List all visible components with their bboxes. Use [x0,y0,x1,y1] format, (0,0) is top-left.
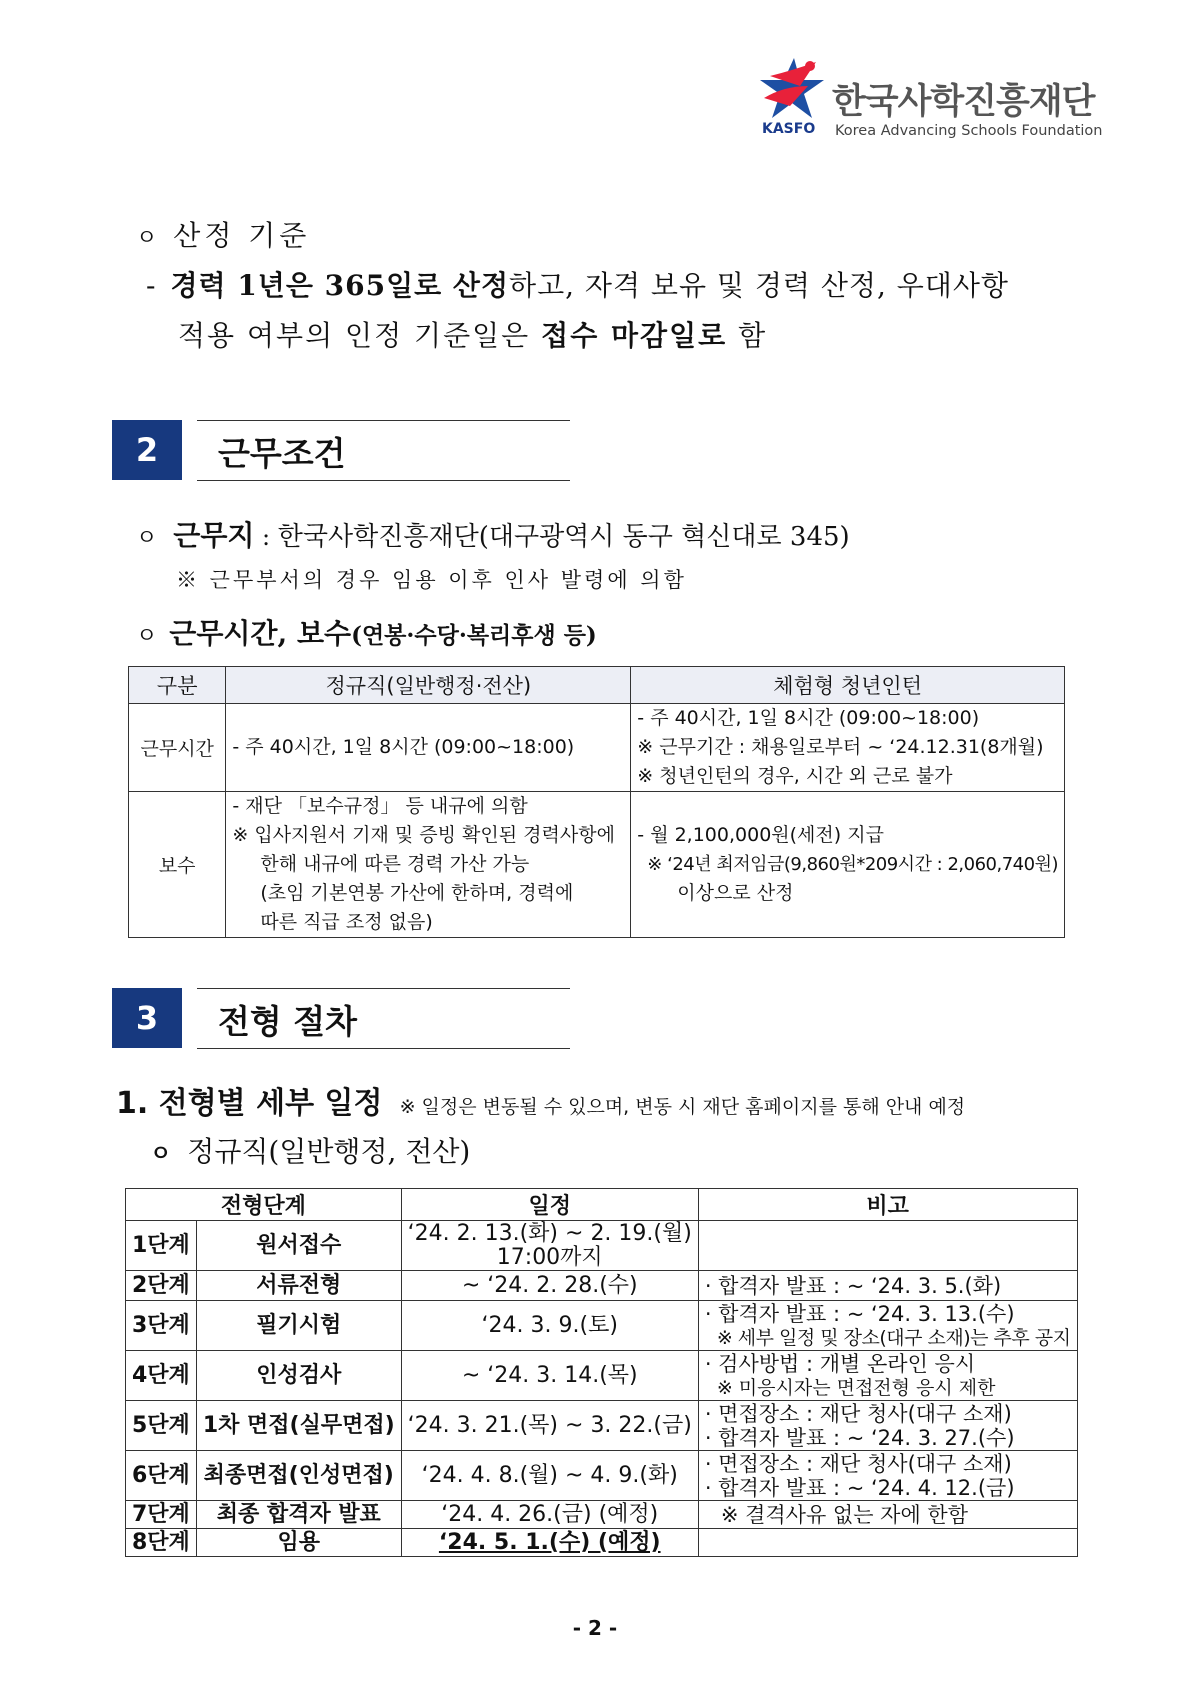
criteria-line2-end: 함 [727,319,768,352]
header-date: 일정 [401,1189,698,1221]
stage-note [698,1401,1077,1451]
stage-label: 7단계 [126,1501,197,1529]
pay-regular-line-5: 따른 직급 조정 없음) [260,911,433,933]
section-3-bottom-rule [197,1048,570,1049]
stage-label: 6단계 [126,1451,197,1501]
table-row-pay [129,792,1065,938]
note-line: · 합격자 발표 : ~ ‘24. 4. 12.(금) [704,1475,1015,1500]
bullet: ㅇ [136,526,158,551]
note-line: · 합격자 발표 : ~ ‘24. 3. 27.(수) [704,1425,1015,1450]
row-label-pay: 보수 [129,792,226,938]
stage-name: 최종면접(인성면접) [196,1451,401,1501]
stage-name: 인성검사 [196,1351,401,1401]
section-3-title: 전형 절차 [218,1002,358,1041]
stage-date [401,1221,698,1271]
criteria-deadline-bold: 접수 마감일로 [541,319,728,352]
stage-note [698,1221,1077,1271]
section-2-title: 근무조건 [218,434,346,473]
stage-label: 2단계 [126,1271,197,1301]
pay-regular-cell [226,792,631,938]
pay-regular-line-4: (초임 기본연봉 가산에 한하며, 경력에 [260,882,574,904]
workplace-note: ※ 근무부서의 경우 임용 이후 인사 발령에 의함 [176,568,687,592]
regular-position-label: 정규직(일반행정, 전산) [187,1135,471,1168]
table-header-row [129,667,1065,704]
hours-pay-line [136,612,597,652]
stage-name: 1차 면접(실무면접) [196,1401,401,1451]
hours-intern-line-2: ※ 근무기간 : 채용일로부터 ~ ‘24.12.31(8개월) [637,736,1044,758]
schedule-table [125,1188,1078,1557]
note-line: · 검사방법 : 개별 온라인 응시 [704,1351,976,1376]
header-regular: 정규직(일반행정·전산) [226,667,631,704]
note-line: ※ 미응시자는 면접전형 응시 제한 [716,1376,996,1399]
criteria-line2-text: 적용 여부의 인정 기준일은 [178,319,542,352]
logo-english-name: Korea Advancing Schools Foundation [835,123,1103,139]
schedule-row-5 [126,1401,1078,1451]
pay-intern-cell [631,792,1065,938]
stage-label: 4단계 [126,1351,197,1401]
work-conditions-table [128,666,1065,938]
page-number: - 2 - [572,1616,618,1640]
logo-abbreviation: KASFO [762,121,816,137]
criteria-line-2 [178,314,767,354]
section-2-bottom-rule [197,480,570,481]
pay-regular-line-3: 한해 내규에 따른 경력 가산 가능 [260,853,530,875]
section-3-number: 3 [112,988,182,1048]
header-note: 비고 [698,1189,1077,1221]
stage-label: 1단계 [126,1221,197,1271]
note-line: · 면접장소 : 재단 청사(대구 소재) [704,1401,1012,1426]
bullet: ㅇ [136,226,158,251]
section-2-number: 2 [112,420,182,480]
regular-position-heading [150,1130,470,1170]
stage-name: 최종 합격자 발표 [196,1501,401,1529]
header-intern: 체험형 청년인턴 [631,667,1065,704]
note-line: ※ 세부 일정 및 장소(대구 소재)는 추후 공지 [716,1326,1071,1349]
pay-regular-line-1: - 재단 「보수규정」 등 내규에 의함 [232,795,528,817]
stage-note [698,1529,1077,1557]
bullet: ㅇ [136,624,158,649]
schedule-title: 1. 전형별 세부 일정 [116,1086,383,1121]
stage-date: ‘24. 5. 1.(수) (예정) [401,1529,698,1557]
note-line: · 합격자 발표 : ~ ‘24. 3. 5.(화) [704,1273,1002,1298]
stage-name: 서류전형 [196,1271,401,1301]
schedule-row-1 [126,1221,1078,1271]
hours-intern-line-1: - 주 40시간, 1일 8시간 (09:00~18:00) [637,707,980,729]
stage-date: ‘24. 4. 8.(월) ~ 4. 9.(화) [401,1451,698,1501]
stage-label: 5단계 [126,1401,197,1451]
schedule-row-7 [126,1501,1078,1529]
pay-intern-line-3: 이상으로 산정 [677,882,794,904]
kasfo-logo-star-icon [760,56,826,120]
pay-intern-line-1: - 월 2,100,000원(세전) 지급 [637,824,884,846]
stage-note [698,1301,1077,1351]
workplace-separator: : [254,523,278,551]
workplace-line [136,514,850,554]
hours-pay-label: 근무시간, 보수 [169,617,352,650]
stage-date: ‘24. 4. 26.(금) (예정) [401,1501,698,1529]
date-line: 17:00까지 [496,1244,603,1270]
criteria-line-1 [146,264,1009,304]
hours-intern-line-3: ※ 청년인턴의 경우, 시간 외 근로 불가 [637,765,953,787]
stage-note [698,1451,1077,1501]
schedule-row-4 [126,1351,1078,1401]
stage-note [698,1501,1077,1529]
stage-note [698,1271,1077,1301]
schedule-note: ※ 일정은 변동될 수 있으며, 변동 시 재단 홈페이지를 통해 안내 예정 [399,1096,966,1118]
pay-regular-line-2: ※ 입사지원서 기재 및 증빙 확인된 경력사항에 [232,824,615,846]
stage-name: 필기시험 [196,1301,401,1351]
section-3-top-rule [197,988,570,989]
table-row-hours [129,704,1065,792]
bullet: ㅇ [150,1141,172,1167]
hours-regular-cell [226,704,631,792]
note-line: ※ 결격사유 없는 자에 한함 [720,1502,968,1527]
logo-korean-name: 한국사학진흥재단 [832,82,1095,122]
schedule-row-6 [126,1451,1078,1501]
hours-pay-paren: (연봉·수당·복리후생 등) [351,622,597,649]
schedule-heading [116,1078,965,1122]
date-line: ‘24. 2. 13.(화) ~ 2. 19.(월) [407,1220,692,1246]
row-label-hours: 근무시간 [129,704,226,792]
stage-date: ~ ‘24. 3. 14.(목) [401,1351,698,1401]
hours-intern-cell [631,704,1065,792]
schedule-row-2 [126,1271,1078,1301]
criteria-rest-text: 하고, 자격 보유 및 경력 산정, 우대사항 [509,269,1009,302]
stage-name: 원서접수 [196,1221,401,1271]
stage-date: ~ ‘24. 2. 28.(수) [401,1271,698,1301]
stage-label: 3단계 [126,1301,197,1351]
schedule-row-3 [126,1301,1078,1351]
note-line: · 합격자 발표 : ~ ‘24. 3. 13.(수) [704,1301,1015,1326]
dash: - [146,269,157,302]
schedule-row-8 [126,1529,1078,1557]
workplace-value: 한국사학진흥재단(대구광역시 동구 혁신대로 345) [277,522,850,552]
criteria-title: 산정 기준 [173,219,311,252]
pay-intern-line-2: ※ ‘24년 최저임금(9,860원*209시간 : 2,060,740원) [647,854,1058,875]
criteria-bold-text: 경력 1년은 365일로 산정 [170,269,510,302]
stage-date: ‘24. 3. 9.(토) [401,1301,698,1351]
header-stage: 전형단계 [126,1189,402,1221]
header-category: 구분 [129,667,226,704]
stage-name: 임용 [196,1529,401,1557]
note-line: · 면접장소 : 재단 청사(대구 소재) [704,1451,1012,1476]
stage-label: 8단계 [126,1529,197,1557]
hours-regular-line: - 주 40시간, 1일 8시간 (09:00~18:00) [232,736,575,758]
stage-date: ‘24. 3. 21.(목) ~ 3. 22.(금) [401,1401,698,1451]
workplace-label: 근무지 [173,519,255,552]
criteria-heading [136,214,310,254]
schedule-header-row [126,1189,1078,1221]
section-2-top-rule [197,420,570,421]
stage-note [698,1351,1077,1401]
